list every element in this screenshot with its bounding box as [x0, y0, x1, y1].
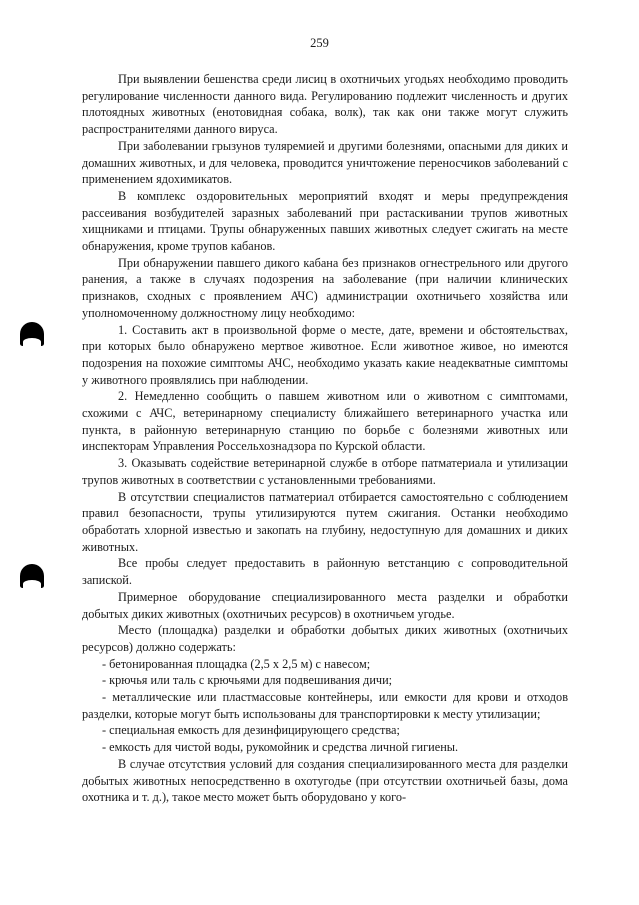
paragraph: В комплекс оздоровительных мероприятий входят и меры предупреждения рассеивания возбудителей заразных заболеваний при растаскивании трупов животных хищниками и птицами. Трупы обнаруженных павших животных следует сжигать на месте обнаружения, кроме трупов кабанов.	[82, 188, 568, 254]
paragraph: Место (площадка) разделки и обработки добытых диких животных (охотничьих ресурсов) должно содержать:	[82, 623, 568, 654]
document-body	[82, 71, 568, 806]
paragraph: В случае отсутствия условий для создания специализированного места для разделки добытых животных непосредственно в охотугодье (при отсутствии охотничьей базы, дома охотника и т. д.), такое место может быть оборудовано у кого-	[82, 756, 568, 805]
paragraph: В отсутствии специалистов патматериал отбирается самостоятельно с соблюдением правил безопасности, трупы утилизируются путем сжигания. Останки необходимо обработать хлорной известью и закопать на глубину, недоступную для домашних и диких животных.	[82, 489, 568, 554]
list-item: - бетонированная площадка (2,5 х 2,5 м) с навесом;	[102, 656, 371, 671]
binder-hole-mark	[20, 564, 44, 588]
paragraph: 1. Составить акт в произвольной форме о месте, дате, времени и обстоятельствах, при которых было обнаружено мертвое животное. Если животное живое, но имеются подозрения на похожие симптомы АЧС, необходимо указать какие неадекватные симптомы у животного проявлялись при наблюдении.	[82, 322, 568, 387]
paragraph: 2. Немедленно сообщить о павшем животном или о животном с симптомами, схожими с АЧС, ветеринарному специалисту ближайшего ветеринарного участка или пункта, в районную ветеринарную станцию по борьбе с болезнями животных или инспекторам Управления Россельхознадзора по Курской области.	[82, 389, 568, 454]
list-item: - крючья или таль с крючьями для подвешивания дичи;	[102, 673, 393, 688]
binder-hole-mark	[20, 322, 44, 346]
page-number: 259	[310, 36, 329, 50]
paragraph: При обнаружении павшего дикого кабана без признаков огнестрельного или другого ранения, а также в случаях подозрения на заболевание (при наличии клинических признаков, сходных с проявлением АЧС) администрации охотничьего хозяйства или уполномоченному должностному лицу необходимо:	[82, 255, 568, 320]
paragraph: Примерное оборудование специализированного места разделки и обработки добытых диких животных (охотничьих ресурсов) в охотничьем угодье.	[82, 589, 568, 621]
paragraph: 3. Оказывать содействие ветеринарной службе в отборе патматериала и утилизации трупов животных в соответствии с установленными требованиями.	[82, 456, 568, 487]
list-item: - емкость для чистой воды, рукомойник и средства личной гигиены.	[102, 740, 459, 755]
list-item: - специальная емкость для дезинфицирующего средства;	[102, 723, 400, 738]
paragraph: При выявлении бешенства среди лисиц в охотничьих угодьях необходимо проводить регулирование численности данного вида. Регулированию подлежит численность и других плотоядных животных (енотовидная собака, волк), так как они также могут служить распространителями данного вируса.	[82, 72, 568, 137]
paragraph: При заболевании грызунов туляремией и другими болезнями, опасными для диких и домашних животных, и для человека, проводится уничтожение переносчиков заболеваний с применением ядохимикатов.	[82, 138, 568, 187]
list-item: - металлические или пластмассовые контейнеры, или емкости для крови и отходов разделки, которые могут быть использованы для транспортировки к месту утилизации;	[82, 690, 568, 721]
paragraph: Все пробы следует предоставить в районную ветстанцию с сопроводительной запиской.	[82, 556, 568, 588]
